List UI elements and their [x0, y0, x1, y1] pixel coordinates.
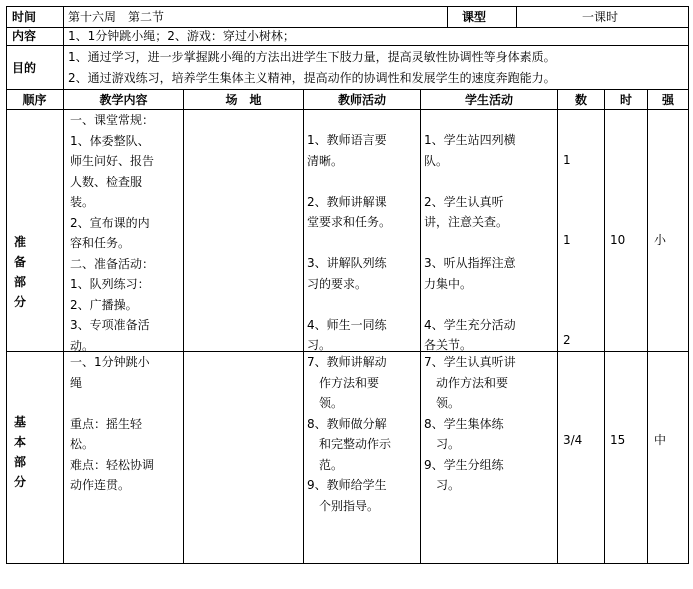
prep-teaching-content: 一、课堂常规： 1、体委整队、 师生问好、报告 人数、检查服 装。 2、宣布课的内 容和任务。 二、准备活动： 1、队列练习： 2、广播操。 3、专项准备活 动。 [70, 113, 155, 353]
basic-teacher-activity: 7、教师讲解动 作方法和要 领。 8、教师做分解 和完整动作示 范。 9、教师给学生 个别指导。 [307, 355, 392, 513]
basic-student-activity: 7、学生认真听讲 动作方法和要 领。 8、学生集体练 习。 9、学生分组练 习。 [424, 355, 516, 492]
header-student-activity: 学生活动 [464, 93, 513, 107]
prep-count: 1 [563, 153, 571, 167]
header-teaching-content: 教学内容 [99, 93, 148, 107]
prep-time: 10 [610, 233, 626, 247]
header-order: 顺序 [22, 93, 47, 107]
goal-line: 1、通过学习，进一步掌握跳小绳的方法出进学生下肢力量，提高灵敏性协调性等身体素质。 [68, 50, 556, 64]
content-label: 内容 [12, 29, 37, 43]
header-count: 数 [574, 93, 587, 107]
lesson-type-value: 一课时 [582, 10, 619, 24]
lesson-type-label: 课型 [462, 10, 487, 24]
header-teacher-activity: 教师活动 [337, 93, 386, 107]
goal-label: 目的 [12, 61, 37, 75]
prep-teacher-activity: 1、教师语言要 清晰。 2、教师讲解课 堂要求和任务。 3、讲解队列练 习的要求。 4、师生一同练 习。 [307, 133, 392, 352]
prep-student-activity: 1、学生站四列横 队。 2、学生认真听 讲，注意关查。 3、听从指挥注意 力集中。 4、学生充分活动 各关节。 [424, 133, 516, 352]
basic-intensity: 中 [654, 433, 667, 447]
prep-count: 2 [563, 333, 571, 347]
section-label-basic: 基 本 部 分 [13, 415, 26, 489]
prep-intensity: 小 [654, 233, 667, 247]
time-value: 第十六周 第二节 [68, 10, 165, 24]
header-time: 时 [619, 93, 632, 107]
content-value: 1、1分钟跳小绳；2、游戏：穿过小树林； [68, 29, 295, 43]
header-venue: 场 地 [225, 93, 262, 107]
basic-time: 15 [610, 433, 626, 447]
goal-line: 2、通过游戏练习，培养学生集体主义精神，提高动作的协调性和发展学生的速度奔跑能力。 [68, 71, 556, 85]
section-label-preparation: 准 备 部 分 [13, 235, 26, 309]
basic-count: 3/4 [563, 433, 583, 447]
header-intensity: 强 [661, 93, 674, 107]
time-label: 时间 [12, 10, 37, 24]
prep-count: 1 [563, 233, 571, 247]
basic-teaching-content: 一、1分钟跳小 绳 重点：摇生轻 松。 难点：轻松协调 动作连贯。 [70, 355, 155, 492]
